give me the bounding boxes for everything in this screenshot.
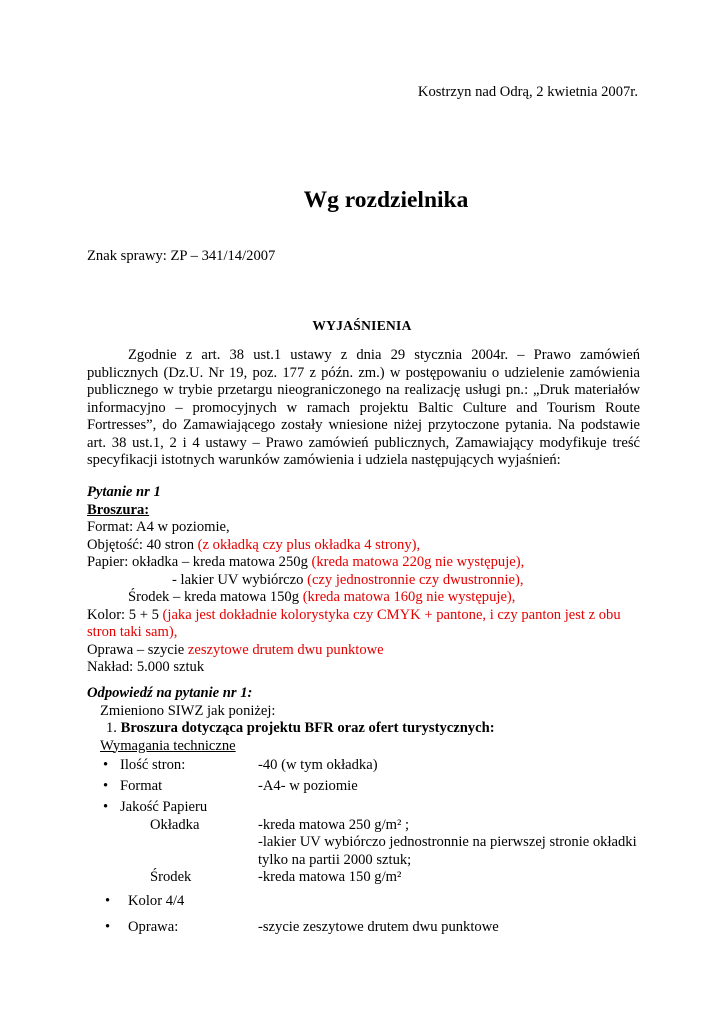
place-date: Kostrzyn nad Odrą, 2 kwietnia 2007r. [417, 84, 638, 100]
req-pages-value: -40 (w tym okładka) [258, 757, 378, 773]
intro-line: specyfikacji istotnych warunków zamówienia i udziela następujących wyjaśnień: [87, 452, 561, 468]
question-subtitle: Broszura: [87, 501, 150, 518]
spec-color [87, 607, 647, 625]
spec-uv-text: - lakier UV wybiórczo [172, 571, 308, 588]
intro-line: publicznego w trybie przetargu nieograniczonego na realizację usługi pn.: „Druk materiałów [87, 382, 640, 398]
req-binding-label: Oprawa: [128, 918, 179, 935]
spec-format: Format: A4 w poziomie, [87, 519, 230, 535]
intro-line: informacyjno – promocyjnych w ramach projektu Baltic Culture and Tourism Route [87, 399, 640, 416]
req-binding-value: -szycie zeszytowe drutem dwu punktowe [258, 918, 499, 935]
question-section [87, 484, 647, 677]
spec-inner-text: Środek – kreda matowa 150g [128, 589, 303, 605]
req-pages-label: Ilość stron: [120, 757, 186, 773]
bullet: • [105, 918, 111, 935]
answer-title: Odpowiedź na pytanie nr 1: [87, 685, 253, 701]
req-format-label: Format [120, 778, 163, 794]
req-uv-value: -lakier UV wybiórczo jednostronnie na pierwszej stronie okładki [258, 834, 637, 850]
req-inner-value: -kreda matowa 150 g/m² [258, 869, 402, 885]
spec-color-query: (jaka jest dokładnie kolorystyka czy CMYK + pantone, i czy panton jest z obu [162, 606, 621, 623]
req-format [87, 778, 647, 799]
req-cover-value: -kreda matowa 250 g/m² ; [258, 816, 410, 833]
answer-item-title: Broszura dotycząca projektu BFR oraz ofert turystycznych: [120, 720, 495, 736]
spec-pages-query: (z okładką czy plus okładka 4 strony), [197, 536, 421, 553]
spec-color-query-cont: stron taki sam), [87, 624, 178, 640]
spec-paper [87, 554, 647, 572]
req-paper [87, 799, 647, 817]
req-inner-label: Środek [150, 869, 192, 885]
question-title: Pytanie nr 1 [87, 484, 161, 500]
spec-binding [87, 642, 647, 660]
req-color [87, 893, 647, 919]
req-pages [87, 757, 647, 778]
answer-item-number: 1. [106, 720, 117, 736]
intro-line: Fortresses”, do Zamawiającego zostały wniesione niżej przytoczone pytania. Na podstawie [87, 417, 640, 433]
req-color-label: Kolor 4/4 [128, 892, 185, 909]
spec-uv [87, 572, 647, 590]
intro-line: art. 38 ust.1, 2 i 4 ustawy – Prawo zamówień publicznych, Zamawiający modyfikuje treść [87, 434, 640, 451]
req-cover-label: Okładka [150, 816, 200, 833]
spec-paper-query: (kreda matowa 220g nie występuje), [311, 554, 525, 570]
intro-paragraph [87, 347, 640, 470]
bullet: • [105, 892, 111, 909]
document-title: Wg rozdzielnika [303, 187, 469, 213]
answer-changed: Zmieniono SIWZ jak poniżej: [100, 702, 276, 719]
spec-binding-text: Oprawa – szycie [87, 641, 188, 658]
req-format-value: -A4- w poziomie [258, 778, 358, 794]
section-heading: WYJAŚNIENIA [312, 318, 412, 333]
req-binding [87, 919, 647, 940]
spec-binding-query: zeszytowe drutem dwu punktowe [187, 641, 384, 658]
requirements-label: Wymagania techniczne [100, 737, 236, 754]
spec-paper-text: Papier: okładka – kreda matowa 250g [87, 554, 312, 570]
spec-uv-query: (czy jednostronnie czy dwustronnie), [307, 571, 524, 588]
req-uv [87, 834, 647, 852]
intro-line: publicznych (Dz.U. Nr 19, poz. 177 z późn. zm.) w postępowaniu o udzielenie zamówienia [87, 364, 640, 381]
spec-pages [87, 537, 647, 555]
bullet: • [103, 799, 109, 815]
req-inner [87, 869, 647, 887]
bullet: • [103, 778, 109, 794]
spec-inner-query: (kreda matowa 160g nie występuje), [302, 589, 516, 605]
spec-inner [87, 589, 647, 607]
answer-item [87, 720, 647, 738]
answer-section [87, 685, 647, 940]
intro-line: Zgodnie z art. 38 ust.1 ustawy z dnia 29 stycznia 2004r. – Prawo zamówień [128, 347, 640, 363]
spec-run: Nakład: 5.000 sztuk [87, 659, 205, 675]
req-uv-value-cont: tylko na partii 2000 sztuk; [258, 851, 412, 868]
case-reference: Znak sprawy: ZP – 341/14/2007 [87, 248, 276, 264]
bullet: • [103, 757, 109, 773]
req-uv-cont [87, 852, 647, 870]
spec-color-text: Kolor: 5 + 5 [87, 606, 163, 623]
req-cover [87, 817, 647, 835]
spec-pages-text: Objętość: 40 stron [87, 536, 198, 553]
req-paper-label: Jakość Papieru [120, 799, 208, 815]
